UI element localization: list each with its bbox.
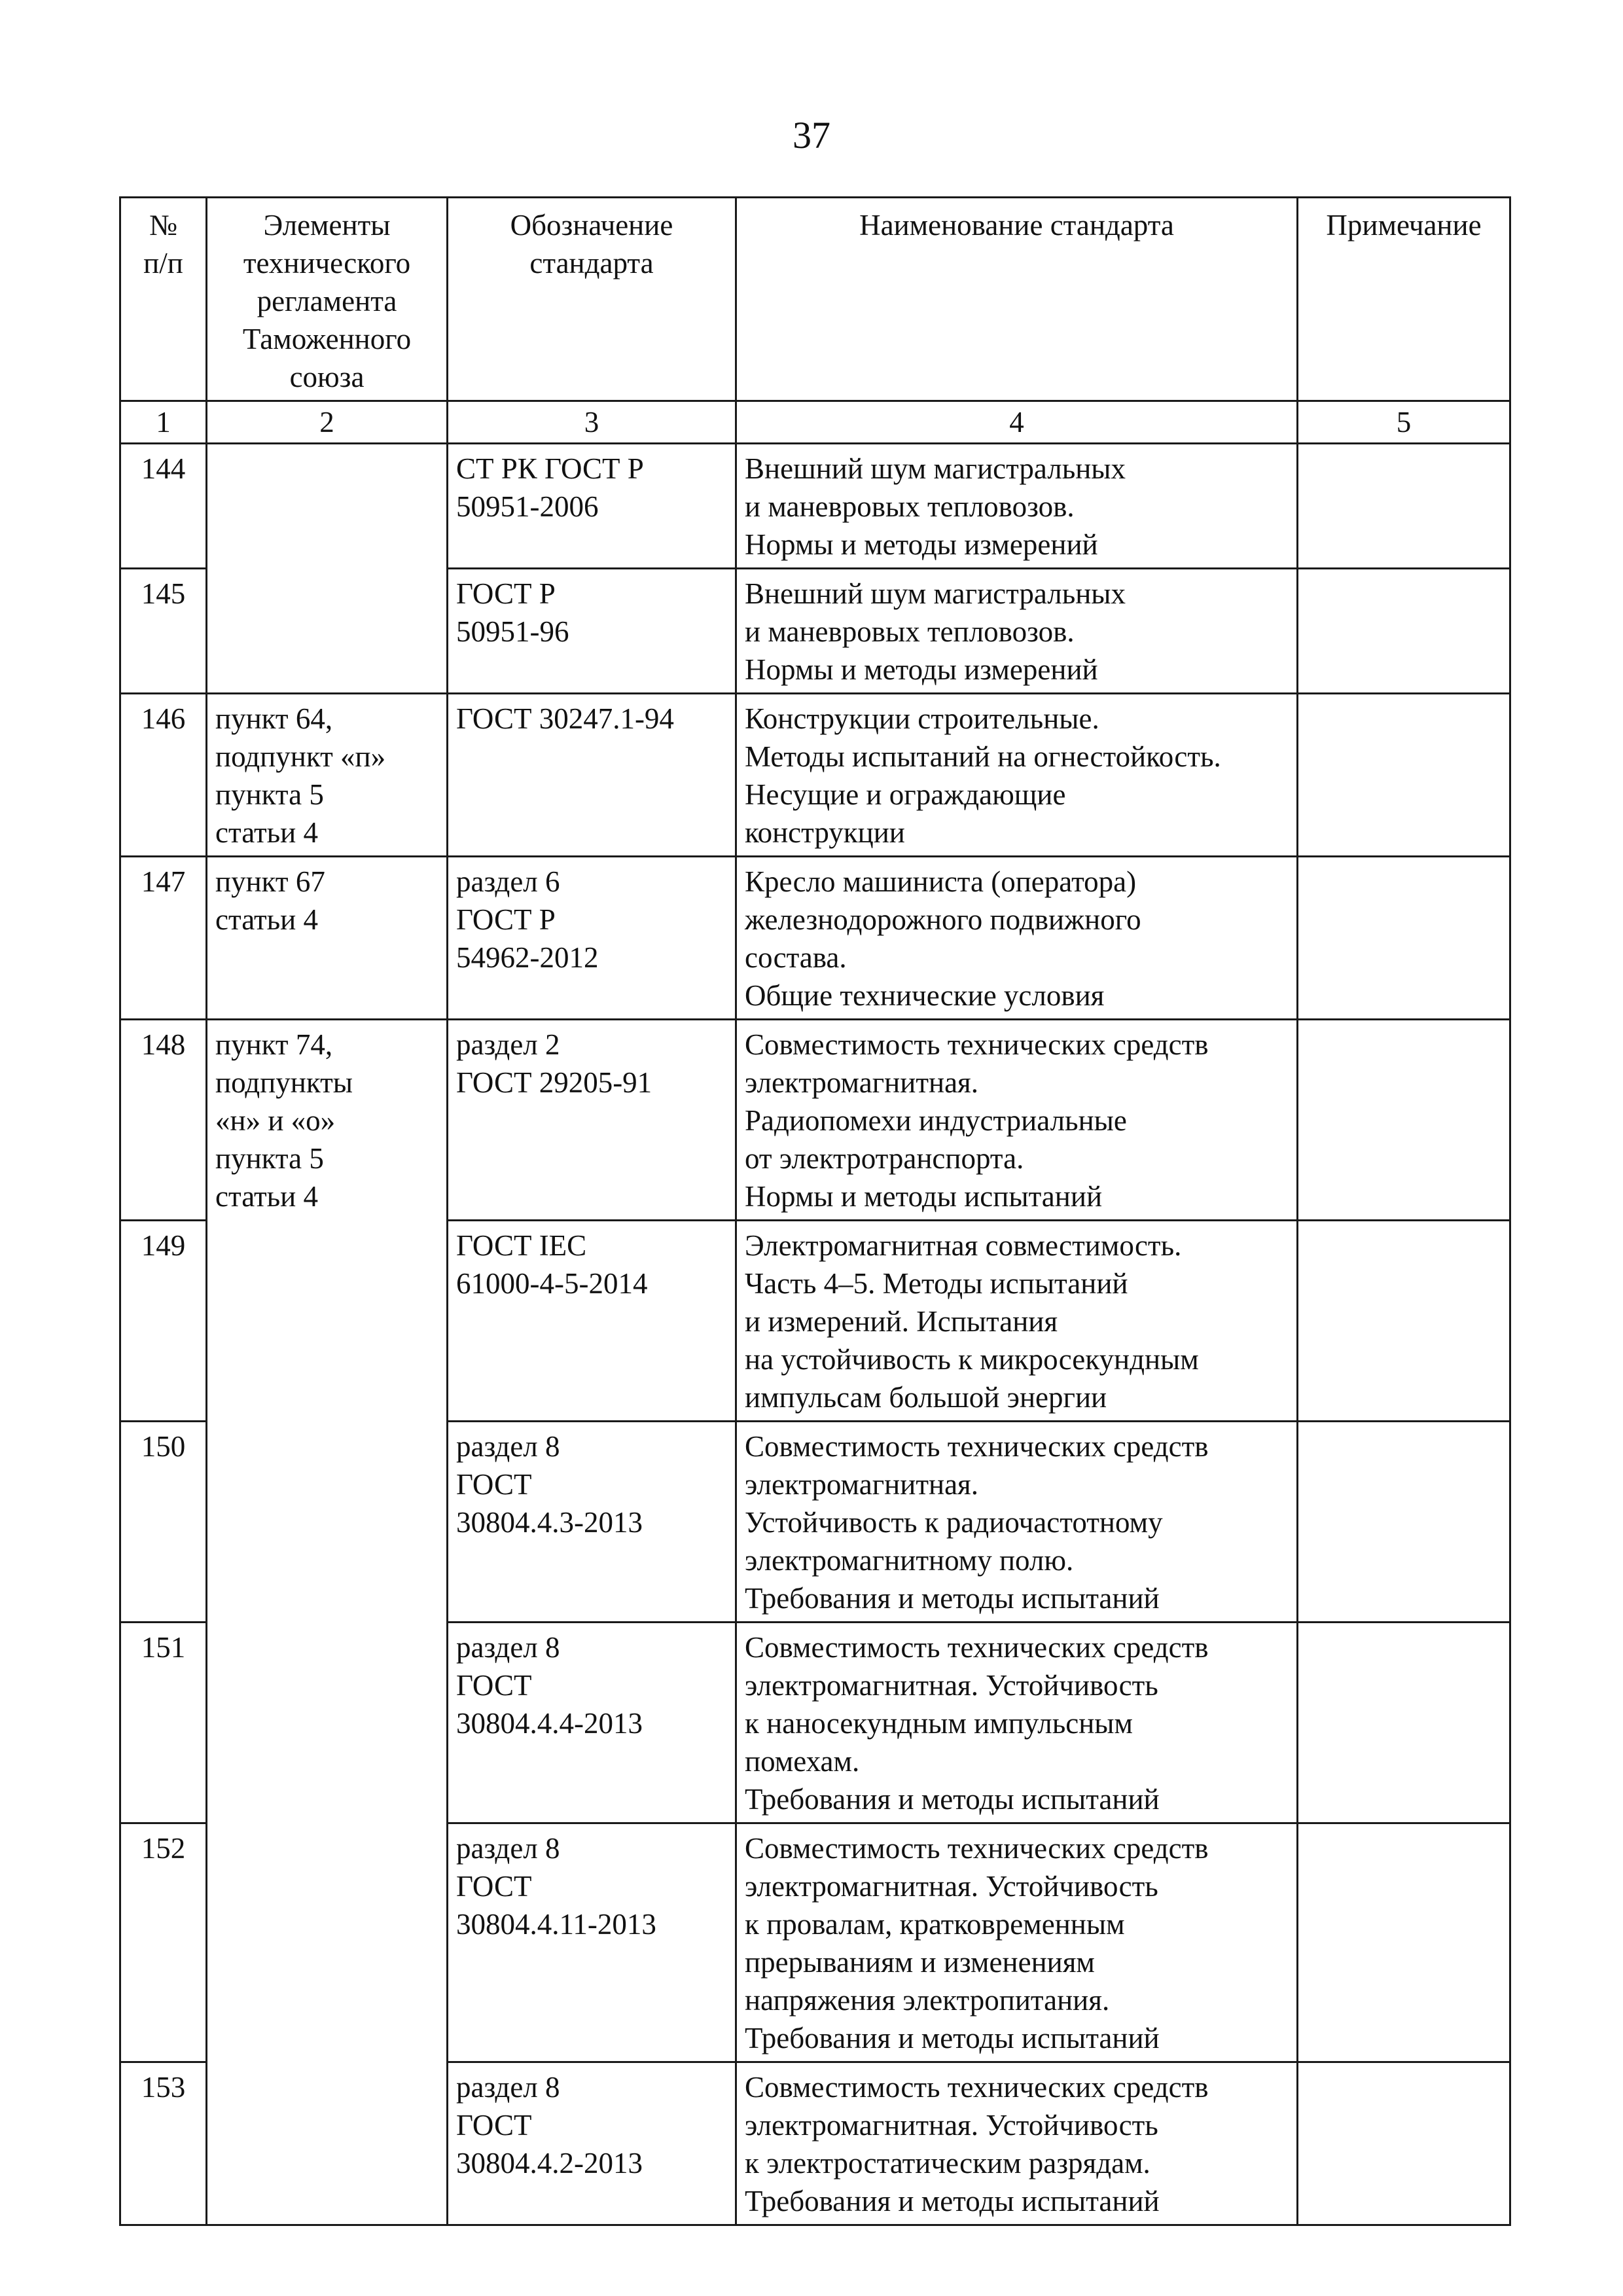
header-text: союза: [289, 361, 365, 393]
name-line: Несущие и ограждающие: [745, 778, 1066, 811]
name-line: электромагнитная.: [745, 1066, 978, 1099]
name-line: Нормы и методы испытаний: [745, 1180, 1103, 1213]
table-row: [120, 857, 1510, 1020]
header-text: Элементы: [263, 209, 391, 242]
name-line: напряжения электропитания.: [745, 1984, 1110, 2017]
row-designation: [448, 1221, 736, 1422]
name-line: к провалам, кратковременным: [745, 1908, 1125, 1941]
name-line: Внешний шум магистральных: [745, 577, 1126, 610]
name-line: и маневровых тепловозов.: [745, 615, 1075, 648]
row-elements: [207, 444, 448, 694]
row-standard-name: [736, 1020, 1298, 1221]
row-elements: [207, 694, 448, 857]
row-note: [1298, 694, 1510, 857]
name-line: Совместимость технических средств: [745, 1832, 1209, 1865]
page-number: 37: [793, 114, 830, 156]
elements-line: пункт 64,: [215, 702, 333, 735]
table-header-row: [120, 198, 1510, 401]
row-designation: [448, 1823, 736, 2062]
designation-line: СТ РК ГОСТ Р: [456, 452, 644, 485]
name-line: Нормы и методы измерений: [745, 653, 1098, 686]
designation-line: ГОСТ 29205-91: [456, 1066, 652, 1099]
header-text: регламента: [257, 285, 397, 317]
name-line: от электротранспорта.: [745, 1142, 1024, 1175]
header-text: стандарта: [529, 247, 654, 279]
designation-line: ГОСТ: [456, 1669, 532, 1702]
row-designation: [448, 569, 736, 694]
elements-line: пункт 67: [215, 865, 325, 898]
header-text: п/п: [143, 247, 183, 279]
elements-line: «н» и «о»: [215, 1104, 336, 1137]
header-text: Обозначение: [510, 209, 673, 242]
header-text: Примечание: [1326, 209, 1482, 242]
designation-line: ГОСТ Р: [456, 577, 556, 610]
row-elements: [207, 1020, 448, 2225]
name-line: электромагнитная. Устойчивость: [745, 1870, 1158, 1903]
row-note: [1298, 1623, 1510, 1823]
column-index: 5: [1298, 401, 1510, 444]
name-line: железнодорожного подвижного: [745, 903, 1141, 936]
row-number: 151: [120, 1623, 207, 1823]
designation-line: 30804.4.2-2013: [456, 2147, 643, 2179]
designation-line: раздел 8: [456, 1631, 560, 1664]
row-number: 149: [120, 1221, 207, 1422]
row-designation: [448, 694, 736, 857]
name-line: Совместимость технических средств: [745, 1430, 1209, 1463]
designation-line: раздел 8: [456, 1832, 560, 1865]
row-note: [1298, 1221, 1510, 1422]
header-designation: [448, 198, 736, 401]
name-line: Радиопомехи индустриальные: [745, 1104, 1127, 1137]
name-line: электромагнитная.: [745, 1468, 978, 1501]
name-line: Методы испытаний на огнестойкость.: [745, 740, 1221, 773]
elements-line: статьи 4: [215, 1180, 319, 1213]
column-index: 4: [736, 401, 1298, 444]
header-elements: [207, 198, 448, 401]
name-line: Совместимость технических средств: [745, 1028, 1209, 1061]
name-line: Требования и методы испытаний: [745, 2185, 1160, 2217]
name-line: Часть 4–5. Методы испытаний: [745, 1267, 1128, 1300]
row-note: [1298, 1422, 1510, 1623]
row-note: [1298, 1020, 1510, 1221]
designation-line: 30804.4.3-2013: [456, 1506, 643, 1539]
row-designation: [448, 1020, 736, 1221]
table-row: [120, 444, 1510, 569]
name-line: прерываниям и изменениям: [745, 1946, 1095, 1979]
standards-table: [119, 196, 1511, 2226]
designation-line: раздел 6: [456, 865, 560, 898]
elements-line: статьи 4: [215, 903, 319, 936]
designation-line: ГОСТ 30247.1-94: [456, 702, 674, 735]
name-line: Совместимость технических средств: [745, 1631, 1209, 1664]
row-designation: [448, 1422, 736, 1623]
designation-line: ГОСТ Р: [456, 903, 556, 936]
row-note: [1298, 444, 1510, 569]
row-designation: [448, 857, 736, 1020]
elements-line: пункта 5: [215, 778, 324, 811]
row-number: 148: [120, 1020, 207, 1221]
name-line: Устойчивость к радиочастотному: [745, 1506, 1163, 1539]
designation-line: раздел 2: [456, 1028, 560, 1061]
column-index: 2: [207, 401, 448, 444]
header-number: [120, 198, 207, 401]
designation-line: ГОСТ: [456, 1870, 532, 1903]
header-note: [1298, 198, 1510, 401]
column-index: 1: [120, 401, 207, 444]
table-row: [120, 694, 1510, 857]
designation-line: 30804.4.4-2013: [456, 1707, 643, 1740]
name-line: Общие технические условия: [745, 979, 1105, 1012]
row-designation: [448, 1623, 736, 1823]
table-row: [120, 1020, 1510, 1221]
name-line: Электромагнитная совместимость.: [745, 1229, 1182, 1262]
elements-line: статьи 4: [215, 816, 319, 849]
column-index-row: [120, 401, 1510, 444]
designation-line: 61000-4-5-2014: [456, 1267, 648, 1300]
name-line: Конструкции строительные.: [745, 702, 1099, 735]
name-line: на устойчивость к микросекундным: [745, 1343, 1199, 1376]
designation-line: 50951-2006: [456, 490, 599, 523]
row-designation: [448, 2062, 736, 2225]
row-standard-name: [736, 569, 1298, 694]
row-note: [1298, 2062, 1510, 2225]
header-text: №: [149, 209, 177, 242]
row-standard-name: [736, 1422, 1298, 1623]
name-line: и измерений. Испытания: [745, 1305, 1058, 1338]
name-line: Требования и методы испытаний: [745, 2022, 1160, 2054]
designation-line: ГОСТ IEC: [456, 1229, 587, 1262]
name-line: Требования и методы испытаний: [745, 1582, 1160, 1615]
row-standard-name: [736, 1823, 1298, 2062]
designation-line: ГОСТ: [456, 2109, 532, 2142]
name-line: электромагнитная. Устойчивость: [745, 2109, 1158, 2142]
row-number: 150: [120, 1422, 207, 1623]
row-number: 153: [120, 2062, 207, 2225]
row-standard-name: [736, 1221, 1298, 1422]
name-line: электромагнитная. Устойчивость: [745, 1669, 1158, 1702]
name-line: Кресло машиниста (оператора): [745, 865, 1137, 898]
name-line: к наносекундным импульсным: [745, 1707, 1133, 1740]
name-line: состава.: [745, 941, 847, 974]
name-line: электромагнитному полю.: [745, 1544, 1074, 1577]
row-number: 145: [120, 569, 207, 694]
row-note: [1298, 1823, 1510, 2062]
row-standard-name: [736, 2062, 1298, 2225]
row-elements: [207, 857, 448, 1020]
name-line: к электростатическим разрядам.: [745, 2147, 1150, 2179]
row-number: 147: [120, 857, 207, 1020]
row-standard-name: [736, 444, 1298, 569]
row-standard-name: [736, 694, 1298, 857]
header-text: Таможенного: [242, 323, 412, 355]
header-text: технического: [243, 247, 411, 279]
row-standard-name: [736, 1623, 1298, 1823]
elements-line: пункта 5: [215, 1142, 324, 1175]
name-line: Нормы и методы измерений: [745, 528, 1098, 561]
column-index: 3: [448, 401, 736, 444]
name-line: Внешний шум магистральных: [745, 452, 1126, 485]
name-line: импульсам большой энергии: [745, 1381, 1107, 1414]
row-number: 146: [120, 694, 207, 857]
row-standard-name: [736, 857, 1298, 1020]
designation-line: раздел 8: [456, 1430, 560, 1463]
designation-line: ГОСТ: [456, 1468, 532, 1501]
elements-line: подпункты: [215, 1066, 353, 1099]
designation-line: раздел 8: [456, 2071, 560, 2104]
designation-line: 30804.4.11-2013: [456, 1908, 656, 1941]
name-line: конструкции: [745, 816, 905, 849]
row-note: [1298, 857, 1510, 1020]
elements-line: пункт 74,: [215, 1028, 333, 1061]
name-line: помехам.: [745, 1745, 860, 1778]
row-designation: [448, 444, 736, 569]
elements-line: подпункт «п»: [215, 740, 386, 773]
designation-line: 54962-2012: [456, 941, 599, 974]
row-note: [1298, 569, 1510, 694]
name-line: Требования и методы испытаний: [745, 1783, 1160, 1816]
row-number: 152: [120, 1823, 207, 2062]
header-text: Наименование стандарта: [859, 209, 1174, 242]
name-line: Совместимость технических средств: [745, 2071, 1209, 2104]
row-number: 144: [120, 444, 207, 569]
header-standard-name: [736, 198, 1298, 401]
name-line: и маневровых тепловозов.: [745, 490, 1075, 523]
designation-line: 50951-96: [456, 615, 569, 648]
